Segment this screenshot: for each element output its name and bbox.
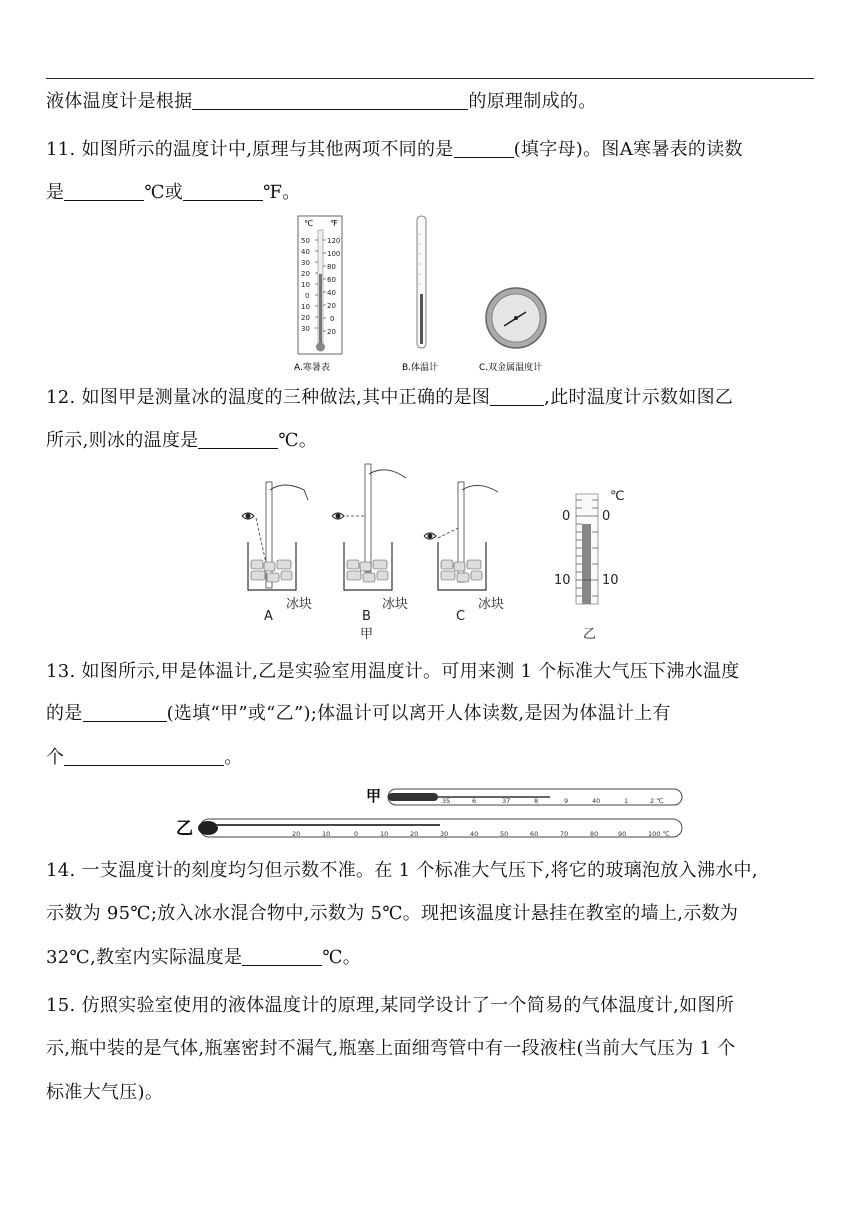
clinical-thermometer xyxy=(388,789,682,805)
jia-label: 甲 xyxy=(366,787,382,805)
figure-yi-label: 乙 xyxy=(583,627,597,642)
label-c: C.双金属温度计 xyxy=(479,363,543,373)
jia-tick: 2 ℃ xyxy=(650,797,664,805)
q13-line1: 13. 如图所示,甲是体温计,乙是实验室用温度计。可用来测 1 个标准大气压下沸水温度 xyxy=(46,661,740,682)
thermometer-a-bulb xyxy=(316,343,325,352)
unit-f-label: ℉ xyxy=(330,219,338,228)
q14-line2: 示数为 95℃;放入冰水混合物中,示数为 5℃。现把该温度计悬挂在教室的墙上,示数为 xyxy=(46,903,739,924)
answer-blank[interactable] xyxy=(454,139,514,158)
liquid-column xyxy=(582,524,591,604)
yi-tick: 40 xyxy=(470,830,479,838)
answer-blank[interactable] xyxy=(64,747,224,766)
q12-line2: 所示,则冰的温度是 ℃。 xyxy=(46,430,318,451)
f-tick: 20 xyxy=(327,328,336,336)
q15-line1: 15. 仿照实验室使用的液体温度计的原理,某同学设计了一个简易的气体温度计,如图所 xyxy=(46,995,735,1016)
answer-blank[interactable] xyxy=(490,387,544,406)
jia-tick: 40 xyxy=(592,797,601,805)
q12-figure-jia xyxy=(226,460,516,645)
yi-tick: 90 xyxy=(618,830,627,838)
jia-tick: 6 xyxy=(472,797,477,805)
c-tick: 20 xyxy=(301,314,310,322)
q14-line1: 14. 一支温度计的刻度均匀但示数不准。在 1 个标准大气压下,将它的玻璃泡放入沸水中, xyxy=(46,860,758,881)
q15-line2: 示,瓶中装的是气体,瓶塞密封不漏气,瓶塞上面细弯管中有一段液柱(当前大气压为 1 个 xyxy=(46,1038,736,1059)
unit-label: ℃ xyxy=(610,489,625,504)
jia-tick: 37 xyxy=(502,797,511,805)
q13-line3: 个 。 xyxy=(46,747,243,768)
thermometer-a-liquid xyxy=(319,274,322,346)
c-tick: 0 xyxy=(305,292,310,300)
yi-tick: 10 xyxy=(322,830,331,838)
yi-tick: 80 xyxy=(590,830,599,838)
thermometer-b-liquid xyxy=(420,294,423,344)
c-tick: 20 xyxy=(301,270,310,278)
answer-blank[interactable] xyxy=(242,947,322,966)
setup-label-b: B xyxy=(362,609,371,624)
answer-blank[interactable] xyxy=(183,182,263,201)
beaker-setup-a xyxy=(242,482,308,590)
q15-line3: 标准大气压)。 xyxy=(46,1082,164,1103)
c-tick: 30 xyxy=(301,259,310,267)
q11-line1: 11. 如图所示的温度计中,原理与其他两项不同的是 (填字母)。图A寒暑表的读数 xyxy=(46,139,743,160)
setup-label-a: A xyxy=(264,609,273,624)
yi-tick: 100 ℃ xyxy=(648,830,670,838)
f-tick: 120 xyxy=(327,237,341,245)
c-tick: 10 xyxy=(301,303,310,311)
f-tick: 40 xyxy=(327,289,336,297)
jia-tick: 9 xyxy=(564,797,569,805)
beaker-setup-b xyxy=(332,464,406,590)
answer-blank[interactable] xyxy=(198,430,278,449)
q13-line2: 的是 (选填“甲”或“乙”);体温计可以离开人体读数,是因为体温计上有 xyxy=(46,703,671,724)
lab-thermometer xyxy=(198,819,682,838)
f-tick: 100 xyxy=(327,250,341,258)
f-tick: 60 xyxy=(327,276,336,284)
answer-blank[interactable] xyxy=(64,182,144,201)
tick-0-left: 0 xyxy=(562,509,571,524)
label-a: A.寒暑表 xyxy=(294,363,330,373)
jia-tick: 35 xyxy=(442,797,451,805)
tick-10-right: 10 xyxy=(602,573,619,588)
q14-line3: 32℃,教室内实际温度是 ℃。 xyxy=(46,947,362,968)
jia-tick: 1 xyxy=(624,797,629,805)
f-tick: 80 xyxy=(327,263,336,271)
q11-figure xyxy=(290,214,590,376)
beaker-setup-c xyxy=(424,482,498,590)
c-tick: 30 xyxy=(301,325,310,333)
ice-label: 冰块 xyxy=(478,597,505,612)
jia-tick: 8 xyxy=(534,797,539,805)
q12-line1: 12. 如图甲是测量冰的温度的三种做法,其中正确的是图 ,此时温度计示数如图乙 xyxy=(46,387,734,408)
c-tick: 10 xyxy=(301,281,310,289)
tick-10-left: 10 xyxy=(554,573,571,588)
yi-tick: 50 xyxy=(500,830,509,838)
yi-tick: 10 xyxy=(380,830,389,838)
f-tick: 20 xyxy=(327,302,336,310)
q11-line2: 是 ℃或 ℉。 xyxy=(46,182,301,203)
q10-line: 液体温度计是根据 的原理制成的。 xyxy=(46,91,597,112)
f-tick: 0 xyxy=(330,315,335,323)
yi-label: 乙 xyxy=(176,819,193,839)
figure-jia-label: 甲 xyxy=(360,627,374,642)
q12-figure-yi xyxy=(548,480,638,645)
setup-label-c: C xyxy=(456,609,466,624)
yi-tick: 60 xyxy=(530,830,539,838)
yi-tick: 20 xyxy=(410,830,419,838)
label-b: B.体温计 xyxy=(402,363,439,373)
c-tick: 40 xyxy=(301,248,310,256)
ice-label: 冰块 xyxy=(382,597,409,612)
q13-figure xyxy=(170,784,690,844)
tick-0-right: 0 xyxy=(602,509,611,524)
ice-label: 冰块 xyxy=(286,597,313,612)
unit-c-label: ℃ xyxy=(304,219,313,228)
top-rule xyxy=(46,78,814,79)
answer-blank[interactable] xyxy=(192,91,468,110)
yi-tick: 70 xyxy=(560,830,569,838)
yi-tick: 0 xyxy=(354,830,359,838)
yi-tick: 30 xyxy=(440,830,449,838)
answer-blank[interactable] xyxy=(83,703,167,722)
c-tick: 50 xyxy=(301,237,310,245)
yi-tick: 20 xyxy=(292,830,301,838)
